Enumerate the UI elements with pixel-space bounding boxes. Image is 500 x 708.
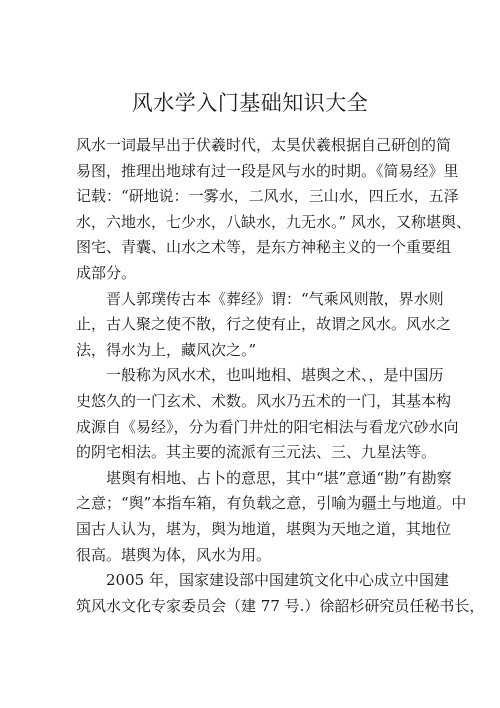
text-line: 国古人认为，堪为，舆为地道，堪舆为天地之道，其地位 (76, 519, 452, 538)
text-line: 法，得水为上，藏风次之。” (76, 340, 257, 359)
text-line: 之意；“舆”本指车箱，有负载之意，引喻为疆土与地道。中 (76, 494, 467, 513)
text-line: 很高。堪舆为体，风水为用。 (76, 545, 272, 564)
document-body (76, 133, 485, 619)
text-line: 一般称为风水术，也叫地相、堪舆之术、，是中国历 (106, 366, 444, 385)
text-line: 记载：“研地说：一雾水，二风水，三山水，四丘水，五泽 (76, 187, 459, 206)
text-line: 的阴宅相法。其主要的流派有三元法、三、九星法等。 (76, 443, 437, 462)
text-line: 史悠久的一门玄术、术数。风水乃五术的一门，其基本构 (76, 391, 452, 410)
text-line: 风水一词最早出于伏羲时代，太昊伏羲根据自己研创的简 (76, 136, 452, 154)
text-line: 筑风水文化专家委员会（建 77 号.）徐韶杉研究员任秘书长， (76, 596, 485, 615)
text-line: 成源自《易经》，分为看门井灶的阳宅相法与看龙穴砂水向 (76, 417, 459, 436)
text-line: 图宅、青囊、山水之术等，是东方神秘主义的一个重要组 (76, 238, 452, 257)
text-line: 止，古人聚之使不散，行之使有止，故谓之风水。风水之 (76, 315, 452, 334)
text-line: 水，六地水，七少水，八缺水，九无水。” 风水，又称堪舆、 (76, 212, 471, 231)
text-line: 堪舆有相地、占卜的意思，其中“堪”意通“勘”有勘察 (106, 468, 452, 487)
document-title: 风水学入门基础知识大全 (131, 91, 369, 115)
text-line: 易图，推理出地球有过一段是风与水的时期。《简易经》里 (76, 161, 459, 180)
text-line: 2005 年，国家建设部中国建筑文化中心成立中国建 (106, 571, 449, 590)
text-line: 成部分。 (76, 263, 137, 282)
text-line: 晋人郭璞传古本《葬经》谓：“气乘风则散，界水则 (106, 289, 444, 308)
